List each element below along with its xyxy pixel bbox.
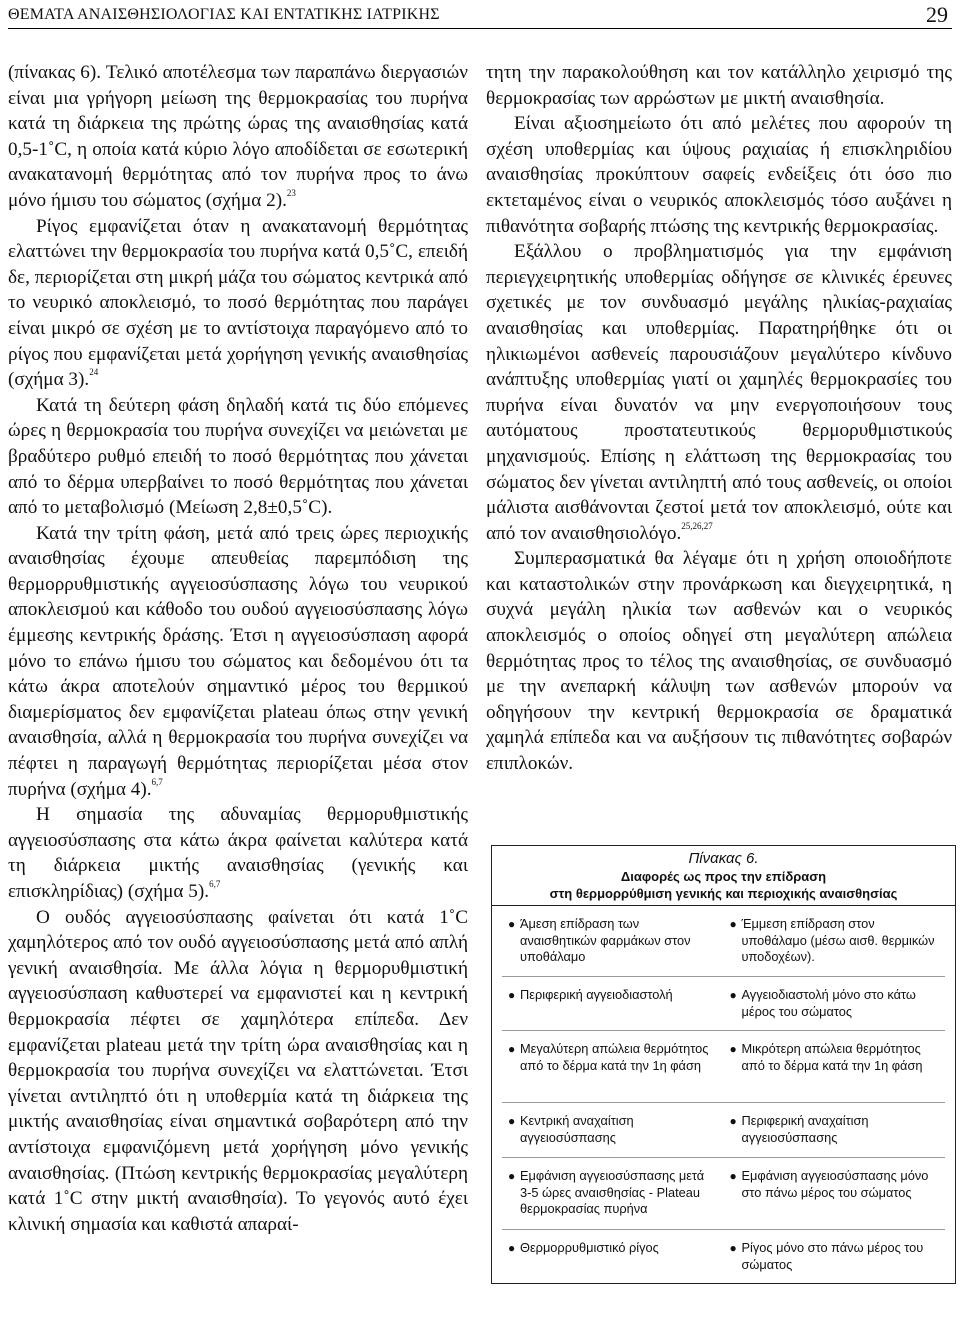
table-row xyxy=(492,1031,955,1103)
table-6 xyxy=(491,845,956,1284)
paragraph: (πίνακας 6). Τελικό αποτέλεσμα των παραπάνω διεργασιών είναι μια γρήγορη μείωση της θερμοκρασίας του πυρήνα κατά τη διάρκεια της πρώτης ώρας της αναισθησίας κατά 0,5-1˚C, η οποία κατά κύριο λόγο αποδίδεται σε εσωτερική ανακατανομή θερμότητας από τον πυρήνα προς το άνω μόνο ήμισυ του σώματος (σχήμα 2).$^{23}$ xyxy=(8,62,468,211)
general-cell: ● Θερμορρυθμιστικό ρίγος xyxy=(492,1230,724,1285)
table-title: Διαφορές ως προς την επίδραση xyxy=(620,869,827,884)
reference-superscript: 23 xyxy=(286,187,296,198)
table-row xyxy=(492,977,955,1031)
general-cell: ● Περιφερική αγγειοδιαστολή xyxy=(492,977,724,1031)
left-column xyxy=(8,60,468,1237)
bullet-icon: ● xyxy=(729,1241,737,1255)
bullet-icon: ● xyxy=(508,1169,516,1183)
table-row xyxy=(492,1103,955,1158)
paragraph: Συμπερασματικά θα λέγαμε ότι η χρήση οποιοδήποτε και καταστολικών στην προνάρκωση και διεγχειρητικά, η συχνά μεγάλη ηλικία των ασθενών και ο νευρικός αποκλεισμός ο οποίος οδηγεί στη μεγαλύτερη απώλεια θερμότητας προς το τέλος της αναισθησίας, σε συνδυασμό με την ανεπαρκή κάλυψη των ασθενών μπορούν να οδηγήσουν την κεντρική θερμοκρασία σε δραματικά χαμηλά επίπεδα και να αυξήσουν τις πιθανότητες σοβαρών επιπλοκών. xyxy=(486,548,952,775)
paragraph: Κατά την τρίτη φάση, μετά από τρεις ώρες περιοχικής αναισθησίας έχουμε απευθείας παρεμπόδιση της θερμορρυθμιστικής αγγειοσύσπασης λόγω του νευρικού αποκλεισμού και κάθοδο του ουδού αγγειοσύσπασης λόγω έμμεσης κεντρικής δράσης. Έτσι η αγγειοσύσπαση αφορά μόνο το επάνω ήμισυ του σώματος και δεδομένου ότι τα κάτω άκρα αποτελούν σημαντικό μέρος του θερμικού διαμερίσματος δεν εμφανίζεται plateau όπως στην γενική αναισθησία, αλλά η θερμοκρασία του πυρήνα συνεχίζει να πέφτει η παραγωγή θερμότητας περιορίζεται μέσα στον πυρήνα (σχήμα 4).$^{6,7}$ xyxy=(8,522,468,800)
table-label: Πίνακας 6. xyxy=(688,850,759,867)
paragraph: Εξάλλου ο προβληματισμός για την εμφάνιση περιεγχειρητικής υποθερμίας οδήγησε σε κλινικές έρευνες σχετικές με τον συνδυασμό μεγάλης ηλικίας-ραχιαίας αναισθησίας και υποθερμίας. Παρατηρήθηκε ότι οι ηλικιωμένοι ασθενείς παρουσιάζουν μεγαλύτερο κίνδυνο ανάπτυξης υποθερμίας γιατί οι χαμηλές θερμοκρασίες του πυρήνα είναι δυνατόν να μην ενεργοποιήσουν τους αυτόματους προστατευτικούς θερμορυθμιστικούς μηχανισμούς. Επίσης η ελάττωση της θερμοκρασίας του σώματος δεν γίνεται αντιληπτή από τους ασθενείς, οι οποίοι μάλιστα αισθάνονται ζεστοί μετά τον αποκλεισμό, ούτε και από τον αναισθησιολόγο.$^{25,26,27}$ xyxy=(486,241,952,544)
table-row xyxy=(492,906,955,977)
paragraph: Η σημασία της αδυναμίας θερμορυθμιστικής αγγειοσύσπασης στα κάτω άκρα φαίνεται καλύτερα κατά τη διάρκεια μικτής αναισθησίας (γενικής και επισκληρίδιας) (σχήμα 5).$^{6,7}$ xyxy=(8,804,468,902)
reference-superscript: 24 xyxy=(89,367,99,378)
regional-cell: ● Έμμεση επίδραση στον υποθάλαμο (μέσω αισθ. θερμικών υποδοχέων). xyxy=(724,906,956,977)
regional-cell: ● Ρίγος μόνο στο πάνω μέρος του σώματος xyxy=(724,1230,956,1285)
right-column xyxy=(486,60,952,777)
bullet-icon: ● xyxy=(508,917,516,931)
general-cell: ● Εμφάνιση αγγειοσύσπασης μετά 3-5 ώρες αναισθησίας - Plateau θερμοκρασίας πυρήνα xyxy=(492,1158,724,1230)
table-subtitle: στη θερμορρύθμιση γενικής και περιοχικής αναισθησίας xyxy=(549,886,898,901)
table-row xyxy=(492,1230,955,1285)
table-row xyxy=(492,1158,955,1230)
page-number: 29 xyxy=(926,2,948,27)
running-header xyxy=(8,2,952,29)
regional-cell: ● Αγγειοδιαστολή μόνο στο κάτω μέρος του σώματος xyxy=(724,977,956,1031)
paragraph: Είναι αξιοσημείωτο ότι από μελέτες που αφορούν τη σχέση υποθερμίας και ύψους ραχιαίας ή επισκληριδίου αναισθησίας προκύπτουν σαφείς ενδείξεις ότι όσο πιο εκτεταμένος είναι ο νευρικός αποκλεισμός τόσο αυξάνει η πιθανότητα σοβαρής πτώσης της κεντρικής θερμοκρασίας. xyxy=(486,113,952,237)
bullet-icon: ● xyxy=(729,917,737,931)
bullet-icon: ● xyxy=(508,1042,516,1056)
general-cell: ● Άμεση επίδραση των αναισθητικών φαρμάκων στον υποθάλαμο xyxy=(492,906,724,977)
bullet-icon: ● xyxy=(508,1241,516,1255)
paragraph: Ρίγος εμφανίζεται όταν η ανακατανομή θερμότητας ελαττώνει την θερμοκρασία του πυρήνα κατά 0,5˚C, επειδή δε, περιορίζεται στη μικρή μάζα του σώματος κεντρικά από το νευρικό αποκλεισμό, το ποσό θερμότητας που παράγει είναι μικρό σε σχέση με το αντίστοιχα παραγόμενο από το ρίγος που εμφανίζεται μετά χορήγηση γενικής αναισθησίας (σχήμα 3).$^{24}$ xyxy=(8,215,468,391)
bullet-icon: ● xyxy=(729,1042,737,1056)
regional-cell: ● Περιφερική αναχαίτιση αγγειοσύσπασης xyxy=(724,1103,956,1158)
paragraph: τητη την παρακολούθηση και τον κατάλληλο χειρισμό της θερμοκρασίας των αρρώστων με μικτή αναισθησία. xyxy=(486,62,952,109)
paragraph: Ο ουδός αγγειοσύσπασης φαίνεται ότι κατά 1˚C χαμηλότερος από τον ουδό αγγειοσύσπασης μετά από απλή γενική αναισθησία. Με άλλα λόγια η θερμορυθμιστική αγγειοσύσπαση καθυστερεί να εμφανιστεί και η κεντρική θερμοκρασία πέφτει σε χαμηλότερα επίπεδα. Δεν εμφανίζεται plateau μετά την τρίτη ώρα αναισθησίας και η θερμοκρασία του πυρήνα συνεχίζει να ελαττώνεται. Έτσι γίνεται αντιληπτό ότι η υποθερμία κατά τη διάρκεια της μικτής αναισθησίας είναι σημαντικά σοβαρότερη από την αντίστοιχα εμφανιζόμενη μετά χορήγηση μόνο γενικής αναισθησίας. (Πτώση κεντρικής θερμοκρασίας μεγαλύτερη κατά 1˚C στην μικτή αναισθησία). Το γεγονός αυτό έχει κλινική σημασία και καθιστά απαραί- xyxy=(8,906,468,1235)
reference-superscript: 6,7 xyxy=(209,879,221,889)
bullet-icon: ● xyxy=(729,1114,737,1128)
regional-cell: ● Μικρότερη απώλεια θερμότητος από το δέρμα κατά την 1η φάση xyxy=(724,1031,956,1103)
general-cell: ● Κεντρική αναχαίτιση αγγειοσύσπασης xyxy=(492,1103,724,1158)
reference-superscript: 6,7 xyxy=(151,776,163,787)
journal-title: ΘΕΜΑΤΑ ΑΝΑΙΣΘΗΣΙΟΛΟΓΙΑΣ ΚΑΙ ΕΝΤΑΤΙΚΗΣ ΙΑΤΡΙΚΗΣ xyxy=(8,6,440,23)
bullet-icon: ● xyxy=(508,988,516,1002)
bullet-icon: ● xyxy=(729,1169,737,1183)
reference-superscript: 25,26,27 xyxy=(681,520,713,531)
general-cell: ● Μεγαλύτερη απώλεια θερμότητος από το δέρμα κατά την 1η φάση xyxy=(492,1031,724,1103)
table-header xyxy=(492,846,955,906)
paragraph: Κατά τη δεύτερη φάση δηλαδή κατά τις δύο επόμενες ώρες η θερμοκρασία του πυρήνα συνεχίζει να μειώνεται με βραδύτερο ρυθμό επειδή το ποσό θερμότητας που χάνεται από το δέρμα υπερβαίνει το ποσό θερμότητας που χάνεται από το μεταβολισμό (Μείωση 2,8±0,5˚C). xyxy=(8,394,468,519)
bullet-icon: ● xyxy=(729,988,737,1002)
bullet-icon: ● xyxy=(508,1114,516,1128)
regional-cell: ● Εμφάνιση αγγειοσύσπασης μόνο στο πάνω μέρος του σώματος xyxy=(724,1158,956,1230)
